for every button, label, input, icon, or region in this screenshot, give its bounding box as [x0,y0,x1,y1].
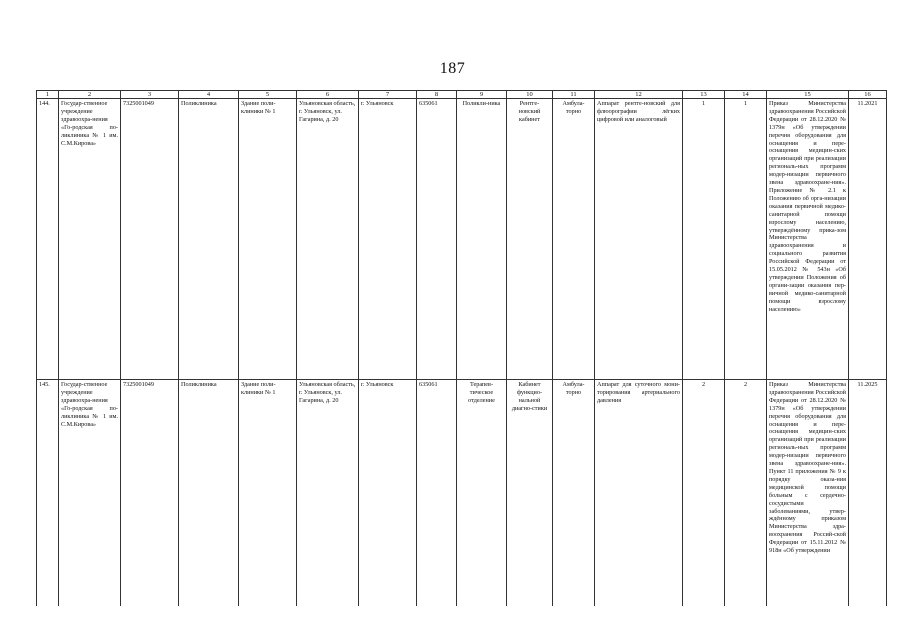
address-cell: Ульяновская область, г. Ульяновск, ул. Гагарина, д. 20 [297,380,359,607]
column-header: 11 [553,91,595,99]
postal-code-cell: 635061 [417,99,457,380]
column-header: 15 [767,91,849,99]
legal-basis-cell: Приказ Министерства здравоохранения Российской Федерации от 28.12.2020 № 1379н «Об утверждении перечня оборудования для оснащения и пере-оснащения медицин-ских организаций при реализации региональ-ных программ модер-низации первичного звена здравоохране-ния». Приложение № 2.1 к Положению об орга-низации оказания первичной медико-санитарной помощи взрослому населению, утверждённому прика-зом Министерства здравоохранения и социального развития Российской Федерации от 15.05.2012 № 543н «Об утверждении Положения об органи-зации оказания пер-вичной медико-санитарной помощи взрослому населению» [767,99,849,380]
page-number: 187 [439,60,466,77]
column-header: 13 [683,91,725,99]
room-cell: Рентге-новский кабинет [507,99,553,380]
row-number: 145. [37,380,59,607]
column-header: 9 [457,91,507,99]
column-header: 1 [37,91,59,99]
department-cell: Терапев-тическое отделение [457,380,507,607]
facility-type-cell: Поликлиника [179,99,239,380]
building-cell: Здание поли-клиники № 1 [239,99,297,380]
equipment-cell: Аппарат для суточного мони-торирования артериального давления [595,380,683,607]
row-number: 144. [37,99,59,380]
column-header: 14 [725,91,767,99]
city-cell: г. Ульяновск [359,380,417,607]
quantity-cell: 1 [725,99,767,380]
inn-cell: 7325001049 [121,380,179,607]
organization-cell: Государ-ственное учреждение здравоохра-нения «Го-родская по-ликлиника № 1 им. С.М.Кирова» [59,380,121,607]
city-cell: г. Ульяновск [359,99,417,380]
inn-cell: 7325001049 [121,99,179,380]
column-header: 3 [121,91,179,99]
column-header: 8 [417,91,457,99]
postal-code-cell: 635061 [417,380,457,607]
column-header: 12 [595,91,683,99]
date-cell: 11.2025 [849,380,887,607]
quantity-cell: 2 [683,380,725,607]
column-header: 4 [179,91,239,99]
column-header: 10 [507,91,553,99]
column-header: 2 [59,91,121,99]
legal-basis-cell: Приказ Министерства здравоохранения Российской Федерации от 28.12.2020 № 1379н «Об утверждении перечня оборудования для оснащения и пере-оснащения медицин-ских организаций при реализации региональ-ных программ модер-низации первичного звена здравоохране-ния». Пункт 11 приложения № 9 к порядку оказа-ния медицинской помощи больным с сердечно-сосудистыми заболеваниями, утвер-ждённому приказом Министерства здра-воохранения Россий-ской Федерации от 15.11.2012 № 918н «Об утверждении [767,380,849,607]
quantity-cell: 2 [725,380,767,607]
room-cell: Кабинет функцио-нальной диагно-стики [507,380,553,607]
department-cell: Поликли-ника [457,99,507,380]
equipment-table [36,90,887,606]
column-header: 7 [359,91,417,99]
date-cell: 11.2021 [849,99,887,380]
organization-cell: Государ-ственное учреждение здравоохра-нения «Го-родская по-ликлиника № 1 им. С.М.Кирова» [59,99,121,380]
table-row [37,99,887,380]
building-cell: Здание поли-клиники № 1 [239,380,297,607]
quantity-cell: 1 [683,99,725,380]
column-header: 16 [849,91,887,99]
column-number-row [37,91,887,99]
address-cell: Ульяновская область, г. Ульяновск, ул. Гагарина, д. 20 [297,99,359,380]
table-row [37,380,887,607]
column-header: 5 [239,91,297,99]
equipment-cell: Аппарат рентге-новский для флюорографии лёгких цифровой или аналоговый [595,99,683,380]
care-form-cell: Амбула-торно [553,99,595,380]
facility-type-cell: Поликлиника [179,380,239,607]
column-header: 6 [297,91,359,99]
care-form-cell: Амбула-торно [553,380,595,607]
